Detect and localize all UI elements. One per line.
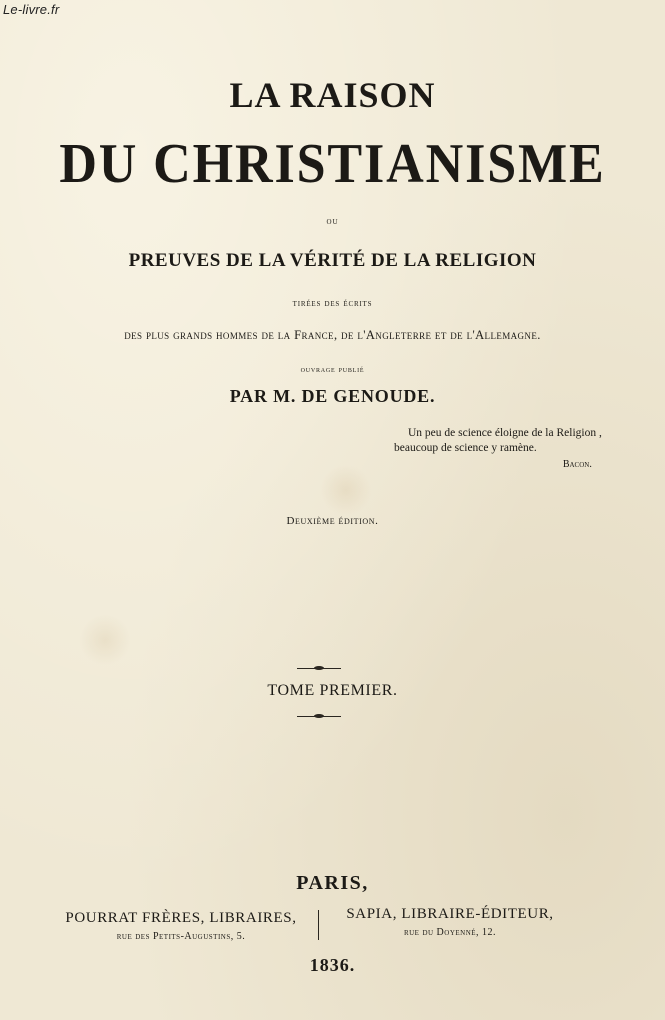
edition: Deuxième édition.	[286, 515, 379, 527]
subtitle-main: PREUVES DE LA VÉRITÉ DE LA RELIGION	[128, 250, 537, 271]
volume: TOME PREMIER.	[267, 682, 398, 699]
epigraph-line-1: Un peu de science éloigne de la Religion ,	[408, 427, 602, 439]
subtitle-sources: des plus grands hommes de la France, de l'Angleterre et de l'Allemagne.	[124, 328, 541, 342]
publisher-right-address: rue du Doyenné, 12.	[403, 927, 497, 938]
title-line-2: DU CHRISTIANISME	[59, 133, 606, 195]
publisher-right-name: SAPIA, LIBRAIRE-ÉDITEUR,	[346, 906, 554, 922]
epigraph	[394, 426, 602, 472]
publisher-divider	[318, 910, 319, 940]
watermark: Le-livre.fr	[3, 2, 60, 17]
subtitle-published: ouvrage publié	[300, 364, 365, 374]
publisher-right	[336, 906, 564, 938]
imprint-year: 1836.	[309, 955, 356, 975]
publisher-left-name: POURRAT FRÈRES, LIBRAIRES,	[65, 910, 297, 926]
title-line-1: LA RAISON	[229, 75, 436, 115]
publisher-left	[62, 910, 300, 942]
publisher-left-address: rue des Petits-Augustins, 5.	[116, 931, 246, 942]
epigraph-source: Bacon.	[562, 459, 592, 470]
ornament-rule-bottom	[297, 716, 341, 717]
ornament-rule-top	[297, 668, 341, 669]
conjunction: ou	[326, 216, 339, 227]
author: PAR M. DE GENOUDE.	[229, 386, 436, 406]
epigraph-line-2: beaucoup de science y ramène.	[394, 442, 537, 454]
imprint-city: PARIS,	[296, 872, 369, 894]
subtitle-drawn-from: tirées des écrits	[292, 298, 373, 309]
